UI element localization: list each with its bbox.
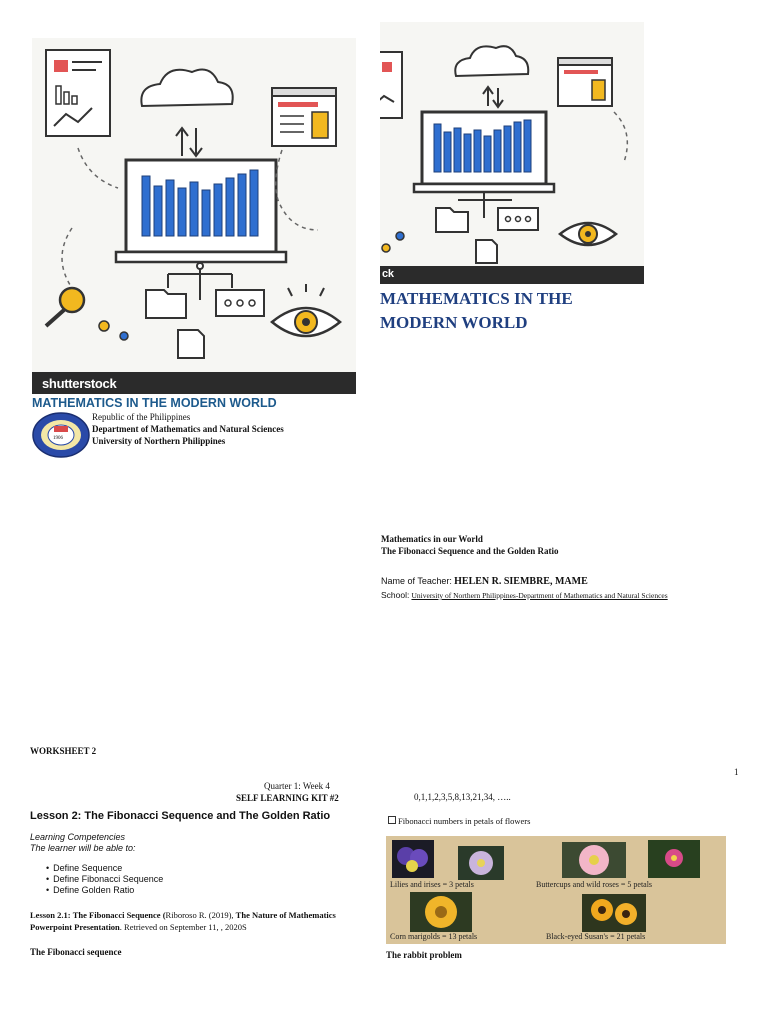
stock-watermark-bar-left (32, 372, 356, 394)
lesson-2-1-citation (30, 909, 360, 933)
cover-title-left: MATHEMATICS IN THE MODERN WORLD (32, 396, 277, 410)
cover-title-right-line2: MODERN WORLD (380, 313, 528, 332)
competencies-block (30, 832, 163, 896)
flower-caption-buttercups: Buttercups and wild roses = 5 petals (536, 880, 653, 889)
flower-caption-susans: Black-eyed Susan's = 21 petals (546, 932, 646, 941)
competency-item: • Define Sequence (46, 863, 163, 874)
checkbox-icon (388, 816, 396, 824)
lesson-2-1-author: Riboroso R. (2019), (165, 910, 234, 920)
teacher-name: HELEN R. SIEMBRE, MAME (454, 576, 588, 587)
teacher-line (381, 576, 588, 587)
republic-text: Republic of the Philippines (92, 412, 191, 422)
lesson-2-1-retrieved: . Retrieved on September 11, , 2020S (119, 922, 247, 932)
lesson-2-1-book: The Nature of Mathematics Powerpoint Presentation (30, 910, 336, 932)
school-line (381, 590, 668, 600)
fibonacci-sequence: 0,1,1,2,3,5,8,13,21,34, ….. (414, 792, 511, 802)
flower-caption-lilies: Lilies and irises = 3 petals (390, 880, 474, 889)
quarter-label: Quarter 1: Week 4 (264, 781, 330, 791)
stock-watermark-bar-right (380, 266, 644, 284)
competency-item: • Define Golden Ratio (46, 885, 163, 896)
lesson-2-1-title: The Fibonacci Sequence ( (72, 910, 166, 920)
competencies-heading: Learning Competencies (30, 832, 126, 842)
lesson-2-1-label: Lesson 2.1: (30, 910, 71, 920)
petals-note: Fibonacci numbers in petals of flowers (388, 816, 530, 826)
topic-line2: The Fibonacci Sequence and the Golden Ratio (381, 546, 559, 556)
cover-title-right-line1: MATHEMATICS IN THE (380, 289, 573, 308)
page-number: 1 (734, 767, 739, 777)
rabbit-problem-heading: The rabbit problem (386, 950, 462, 960)
fibonacci-heading: The Fibonacci sequence (30, 947, 122, 957)
department-text: Department of Mathematics and Natural Sciences (92, 424, 284, 434)
worksheet-label: WORKSHEET 2 (30, 746, 97, 756)
competency-item: • Define Fibonacci Sequence (46, 874, 163, 885)
competencies-intro: The learner will be able to: (30, 843, 136, 853)
school-label: School: (381, 590, 410, 600)
seal-year: 1906 (53, 436, 63, 441)
lesson-title: Lesson 2: The Fibonacci Sequence and The Golden Ratio (30, 810, 331, 822)
cover-illustration-left (32, 38, 356, 374)
university-text: University of Northern Philippines (92, 436, 226, 446)
competencies-list (46, 863, 163, 896)
school-name: University of Northern Philippines-Department of Mathematics and Natural Sciences (411, 591, 668, 600)
topic-line1: Mathematics in our World (381, 534, 483, 544)
university-seal (32, 412, 90, 458)
flower-caption-marigolds: Corn marigolds = 13 petals (390, 932, 478, 941)
stock-logo-partial: ck (382, 268, 394, 280)
stock-logo: shutterstock (42, 376, 117, 391)
cover-illustration-right (380, 22, 644, 268)
kit-label: SELF LEARNING KIT #2 (236, 793, 339, 803)
flowers-image (386, 836, 726, 944)
teacher-label: Name of Teacher: (381, 576, 452, 586)
